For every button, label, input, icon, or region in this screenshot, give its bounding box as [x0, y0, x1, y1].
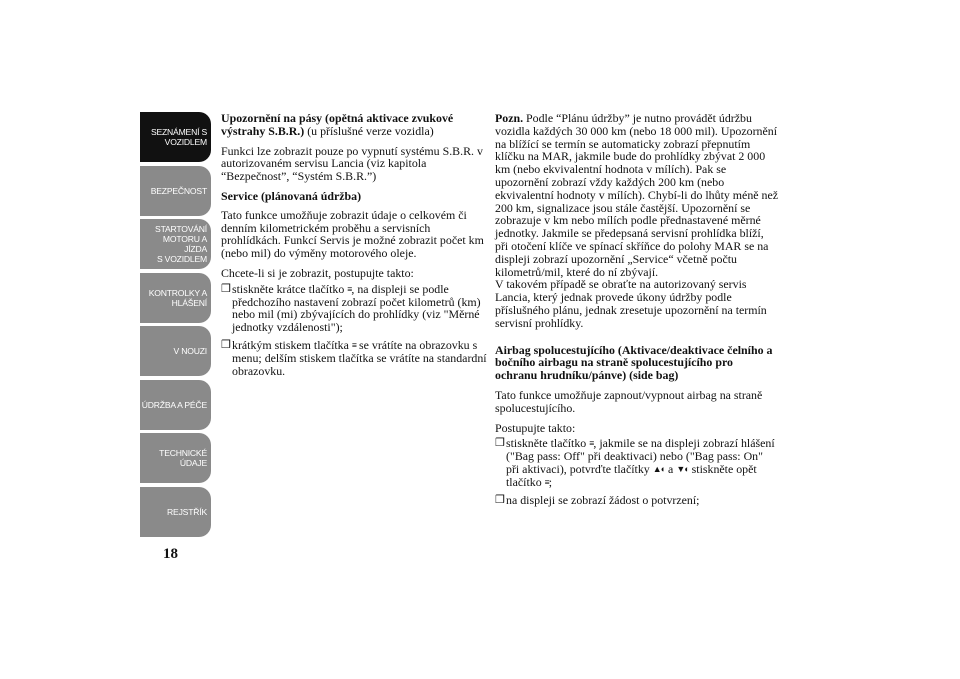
tab-startovani[interactable]: STARTOVÁNÍ MOTORU A JÍZDA S VOZIDLEM: [140, 219, 211, 269]
menu-esc-icon: ≡: [589, 438, 594, 449]
tab-v-nouzi[interactable]: V NOUZI: [140, 326, 211, 376]
bullet-text: stiskněte tlačítko: [506, 436, 587, 451]
sbr-section: [221, 112, 491, 138]
bullet-text: , jakmile se na displeji zobrazí hlášení ("Bag pass: Off" při deaktivaci) nebo ("Bag pass: On" při aktivaci), potvrďte tlačítky: [506, 436, 775, 476]
left-column: [221, 112, 491, 382]
chapter-tabs: [140, 112, 211, 540]
service-procedure: Chcete-li si je zobrazit, postupujte takto:: [221, 265, 414, 280]
tab-bezpecnost[interactable]: BEZPEČNOST: [140, 166, 211, 216]
bullet-text: , na displeji se podle předchozího nastavení zobrazí počet kilometrů (km) nebo mil (mi) zbývajících do prohlídky (viz "Měrné jednotky vzdálenosti");: [232, 281, 481, 335]
note-label: Pozn.: [495, 111, 524, 125]
menu-esc-icon: ≡: [347, 283, 352, 294]
sbr-heading: Upozornění na pásy (opětná aktivace zvukové výstrahy S.B.R.): [221, 111, 454, 138]
page-number: 18: [163, 546, 178, 562]
sbr-text: Funkci lze zobrazit pouze po vypnutí systému S.B.R. v autorizovaném servisu Lancia (viz kapitola “Bezpečnost”, “Systém S.B.R.”): [221, 143, 483, 184]
bullet-text: ;: [548, 474, 553, 489]
bullet-text: stiskněte krátce tlačítko: [232, 281, 345, 296]
tab-kontrolky[interactable]: KONTROLKY A HLÁŠENÍ: [140, 273, 211, 323]
note-text-2: V takovém případě se obraťte na autorizovaný servis Lancia, který jednak provede úkony údržby podle příslušného plánu, jednak zresetuje upozornění na termín servisní prohlídky.: [495, 277, 767, 330]
note-text: Podle “Plánu údržby” je nutno provádět údržbu vozidla každých 30 000 km (nebo 18 000 mil). Upozornění na blížící se termín se automaticky zobrazí přepnutím klíčku na MAR, jakmile bude do prohlídky zbývat 2 000 km (nebo ekvivalentní hodnota v mílích). Pak se upozornění zobrazí vždy každých 200 km (nebo ekvivalentní hodnoty v mílích). Chybí-li do lhůty méně než 200 km, signalizace jsou stále častější. Upozornění se zobrazuje v km nebo mílích podle přednastavené měrné jednotky. Jakmile se předepsaná servisní prohlídka blíží, při otočení klíče ve spínací skříňce do polohy MAR se na displeji zobrazí upozornění „Service“ včetně počtu kilometrů/mil, které do ní zbývají.: [495, 111, 779, 279]
list-item: [495, 437, 778, 488]
checkbox-bullet-icon: ❒: [221, 282, 231, 295]
menu-esc-icon: ≡: [544, 476, 549, 487]
checkbox-bullet-icon: ❒: [495, 437, 505, 450]
tab-technicke-udaje[interactable]: TECHNICKÉ ÚDAJE: [140, 433, 211, 483]
list-item: [221, 339, 491, 377]
tab-udrzba[interactable]: ÚDRŽBA A PÉČE: [140, 380, 211, 430]
airbag-procedure: Postupujte takto:: [495, 420, 576, 435]
down-arrow-button-icon: ▼◐: [676, 463, 689, 474]
tab-rejstrik[interactable]: REJSTŘÍK: [140, 487, 211, 537]
checkbox-bullet-icon: ❒: [221, 338, 231, 351]
airbag-text: Tato funkce umožňuje zapnout/vypnout airbag na straně spolucestujícího.: [495, 387, 763, 415]
up-arrow-button-icon: ▲◐: [652, 463, 666, 474]
service-text: Tato funkce umožňuje zobrazit údaje o celkovém či denním kilometrickém proběhu a servisních prohlídkách. Funkcí Servis je možné zobrazit počet km (nebo mil) do výměny motorového oleje.: [221, 207, 484, 261]
airbag-heading: Airbag spolucestujícího (Aktivace/deaktivace čelního a bočního airbagu na straně spolucestujícího pro ochranu hrudníku/pánve) (side bag): [495, 342, 773, 383]
right-column: [495, 112, 778, 511]
note-paragraph: [495, 112, 778, 278]
bullet-text: krátkým stiskem tlačítka: [232, 337, 349, 352]
service-heading: Service (plánovaná údržba): [221, 188, 362, 203]
bullet-text: se vrátíte na obrazovku s menu; delším stiskem tlačítka se vrátíte na standardní obrazovku.: [232, 337, 487, 378]
bullet-text: stiskněte opět tlačítko: [506, 461, 757, 489]
menu-esc-icon: ≡: [351, 339, 357, 350]
tab-seznameni-s-vozidlem[interactable]: SEZNÁMENÍ S VOZIDLEM: [140, 112, 211, 162]
checkbox-bullet-icon: ❒: [495, 493, 505, 506]
sbr-heading-note: (u příslušné verze vozidla): [304, 123, 434, 138]
list-item: [495, 494, 778, 507]
bullet-text: na displeji se zobrazí žádost o potvrzení;: [506, 492, 700, 507]
bullet-text: a: [668, 461, 674, 476]
list-item: [221, 283, 491, 334]
